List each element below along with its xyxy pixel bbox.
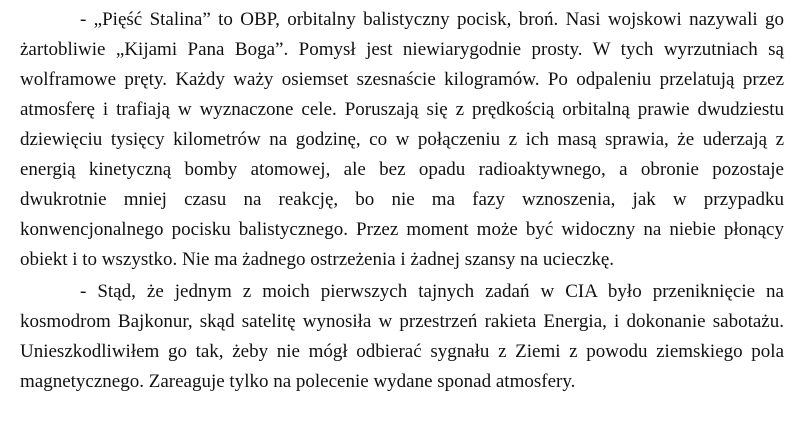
paragraph-1-line-9: obiekt i to wszystko. Nie ma żadnego ostrzeżenia i żadnej szansy na ucieczkę.	[20, 249, 615, 270]
paragraph-1-line-5: dziewięciu tysięcy kilometrów na godzinę, co w połączeniu z ich masą sprawia, że uderzają z	[20, 129, 784, 150]
paragraph-1-line-4: atmosferę i trafiają w wyznaczone cele. Poruszają się z prędkością orbitalną prawie dwudziestu	[20, 99, 784, 120]
paragraph-1-line-1: - „Pięść Stalina” to OBP, orbitalny balistyczny pocisk, broń. Nasi wojskowi nazywali go	[80, 9, 784, 30]
paragraph-2-line-4: magnetycznego. Zareaguje tylko na polecenie wydane sponad atmosfery.	[20, 371, 576, 392]
paragraph-2-line-3: Unieszkodliwiłem go tak, żeby nie mógł odbierać sygnału z Ziemi z powodu ziemskiego pola	[20, 341, 784, 362]
paragraph-1-line-8: konwencjonalnego pocisku balistycznego. Przez moment może być widoczny na niebie płonący	[20, 219, 784, 240]
paragraph-1-line-6: energią kinetyczną bomby atomowej, ale bez opadu radioaktywnego, a obronie pozostaje	[20, 159, 784, 180]
paragraph-1-line-2: żartobliwie „Kijami Pana Boga”. Pomysł jest niewiarygodnie prosty. W tych wyrzutniach są	[20, 39, 784, 60]
paragraph-1-line-3: wolframowe pręty. Każdy waży osiemset szesnaście kilogramów. Po odpaleniu przelatują przez	[20, 69, 784, 90]
paragraph-2-line-1: - Stąd, że jednym z moich pierwszych tajnych zadań w CIA było przeniknięcie na	[80, 281, 784, 302]
paragraph-2-line-2: kosmodrom Bajkonur, skąd satelitę wynosiła w przestrzeń rakieta Energia, i dokonanie sabotażu.	[20, 311, 784, 332]
paragraph-1-line-7: dwukrotnie mniej czasu na reakcję, bo nie ma fazy wznoszenia, jak w przypadku	[20, 189, 784, 210]
